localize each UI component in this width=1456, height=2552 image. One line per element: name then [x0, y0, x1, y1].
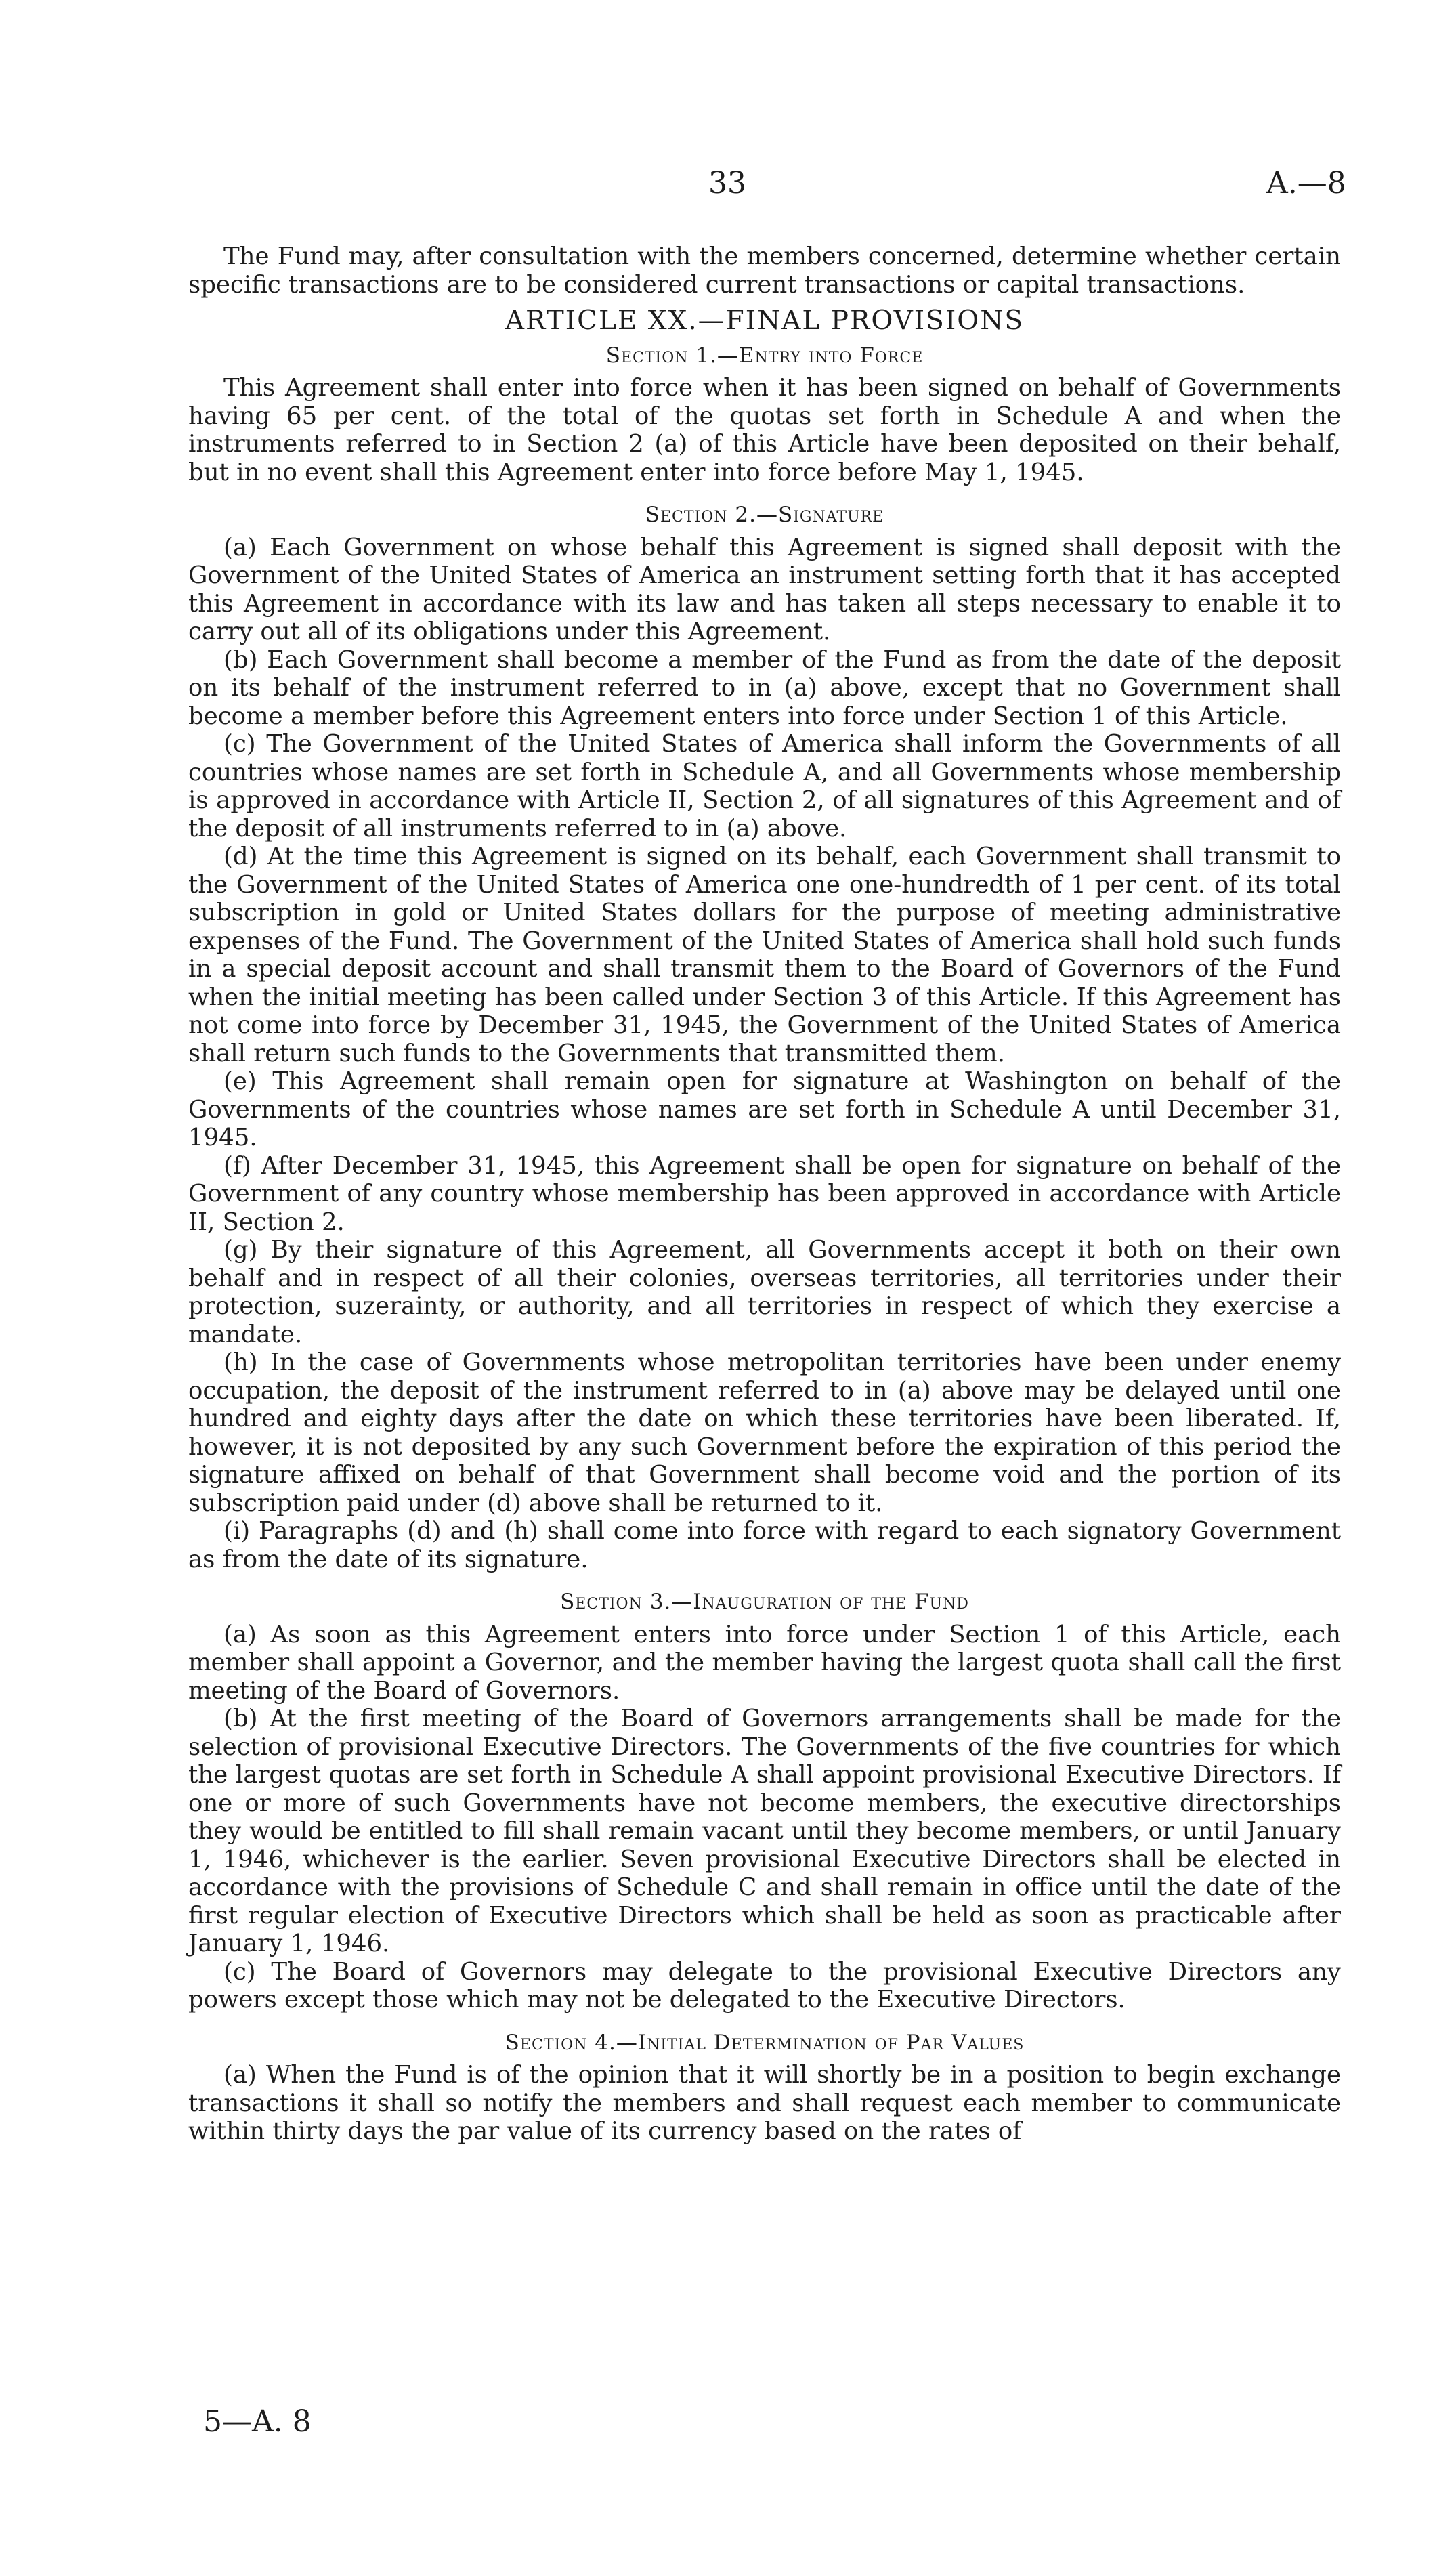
section-4-heading: Section 4.—Initial Determination of Par Values [505, 2030, 1025, 2055]
section-4-para-a: (a) When the Fund is of the opinion that it will shortly be in a position to begin exchange transactions it shall so notify the members and shall request each member to communicate within thirty days the par value of its currency based on the rates of [188, 2061, 1341, 2145]
section-2-para-e: (e) This Agreement shall remain open for signature at Washington on behalf of the Governments of the countries whose names are set forth in Schedule A until December 31, 1945. [188, 1067, 1341, 1151]
document-body [188, 242, 1341, 2146]
section-2-para-c: (c) The Government of the United States of America shall inform the Governments of all countries whose names are set forth in Schedule A, and all Governments whose membership is approved in accordance with Article II, Section 2, of all signatures of this Agreement and of the deposit of all instruments referred to in (a) above. [188, 730, 1341, 843]
section-3-para-a: (a) As soon as this Agreement enters into force under Section 1 of this Article, each member shall appoint a Governor, and the member having the largest quota shall call the first meeting of the Board of Governors. [188, 1620, 1341, 1705]
section-1-paragraph: This Agreement shall enter into force when it has been signed on behalf of Governments having 65 per cent. of the total of the quotas set forth in Schedule A and when the instruments referred to in Section 2 (a) of this Article have been deposited on their behalf, but in no event shall this Agreement enter into force before May 1, 1945. [188, 374, 1341, 486]
section-2-para-h: (h) In the case of Governments whose metropolitan territories have been under enemy occupation, the deposit of the instrument referred to in (a) above may be delayed until one hundred and eighty days after the date on which these territories have been liberated. If, however, it is not deposited by any such Government before the expiration of this period the signature affixed on behalf of that Government shall become void and the portion of its subscription paid under (d) above shall be returned to it. [188, 1348, 1341, 1517]
section-2-para-b: (b) Each Government shall become a member of the Fund as from the date of the deposit on its behalf of the instrument referred to in (a) above, except that no Government shall become a member before this Agreement enters into force under Section 1 of this Article. [188, 645, 1341, 730]
section-2-para-f: (f) After December 31, 1945, this Agreement shall be open for signature on behalf of the Government of any country whose membership has been approved in accordance with Article II, Section 2. [188, 1151, 1341, 1236]
section-2-para-d: (d) At the time this Agreement is signed on its behalf, each Government shall transmit to the Government of the United States of America one one-hundredth of 1 per cent. of its total subscription in gold or United States dollars for the purpose of meeting administrative expenses of the Fund. The Government of the United States of America shall hold such funds in a special deposit account and shall transmit them to the Board of Governors of the Fund when the initial meeting has been called under Section 3 of this Article. If this Agreement has not come into force by December 31, 1945, the Government of the United States of America shall return such funds to the Governments that transmitted them. [188, 843, 1341, 1067]
page-number: 33 [708, 166, 746, 200]
section-3-heading: Section 3.—Inauguration of the Fund [560, 1590, 969, 1614]
section-2-para-i: (i) Paragraphs (d) and (h) shall come into force with regard to each signatory Government as from the date of its signature. [188, 1517, 1341, 1573]
section-2-heading: Section 2.—Signature [645, 503, 884, 527]
sheet-reference: 5—A. 8 [203, 2404, 312, 2439]
section-3-para-c: (c) The Board of Governors may delegate to the provisional Executive Directors any powers except those which may not be delegated to the Executive Directors. [188, 1957, 1341, 2014]
intro-paragraph: The Fund may, after consultation with the members concerned, determine whether certain specific transactions are to be considered current transactions or capital transactions. [188, 242, 1341, 299]
section-2-para-g: (g) By their signature of this Agreement, all Governments accept it both on their own behalf and in respect of all their colonies, overseas territories, all territories under their protection, suzerainty, or authority, and all territories in respect of which they exercise a mandate. [188, 1236, 1341, 1348]
section-1-heading: Section 1.—Entry into Force [605, 343, 924, 368]
section-2-para-a: (a) Each Government on whose behalf this Agreement is signed shall deposit with the Government of the United States of America an instrument setting forth that it has accepted this Agreement in accordance with its law and has taken all steps necessary to enable it to carry out all of its obligations under this Agreement. [188, 533, 1341, 645]
section-3-para-b: (b) At the first meeting of the Board of Governors arrangements shall be made for the selection of provisional Executive Directors. The Governments of the five countries for which the largest quotas are set forth in Schedule A shall appoint provisional Executive Directors. If one or more of such Governments have not become members, the executive directorships they would be entitled to fill shall remain vacant until they become members, or until January 1, 1946, whichever is the earlier. Seven provisional Executive Directors shall be elected in accordance with the provisions of Schedule C and shall remain in office until the date of the first regular election of Executive Directors which shall be held as soon as practicable after January 1, 1946. [188, 1705, 1341, 1957]
document-reference: A.—8 [1266, 166, 1346, 200]
article-heading: ARTICLE XX.—FINAL PROVISIONS [505, 305, 1025, 336]
